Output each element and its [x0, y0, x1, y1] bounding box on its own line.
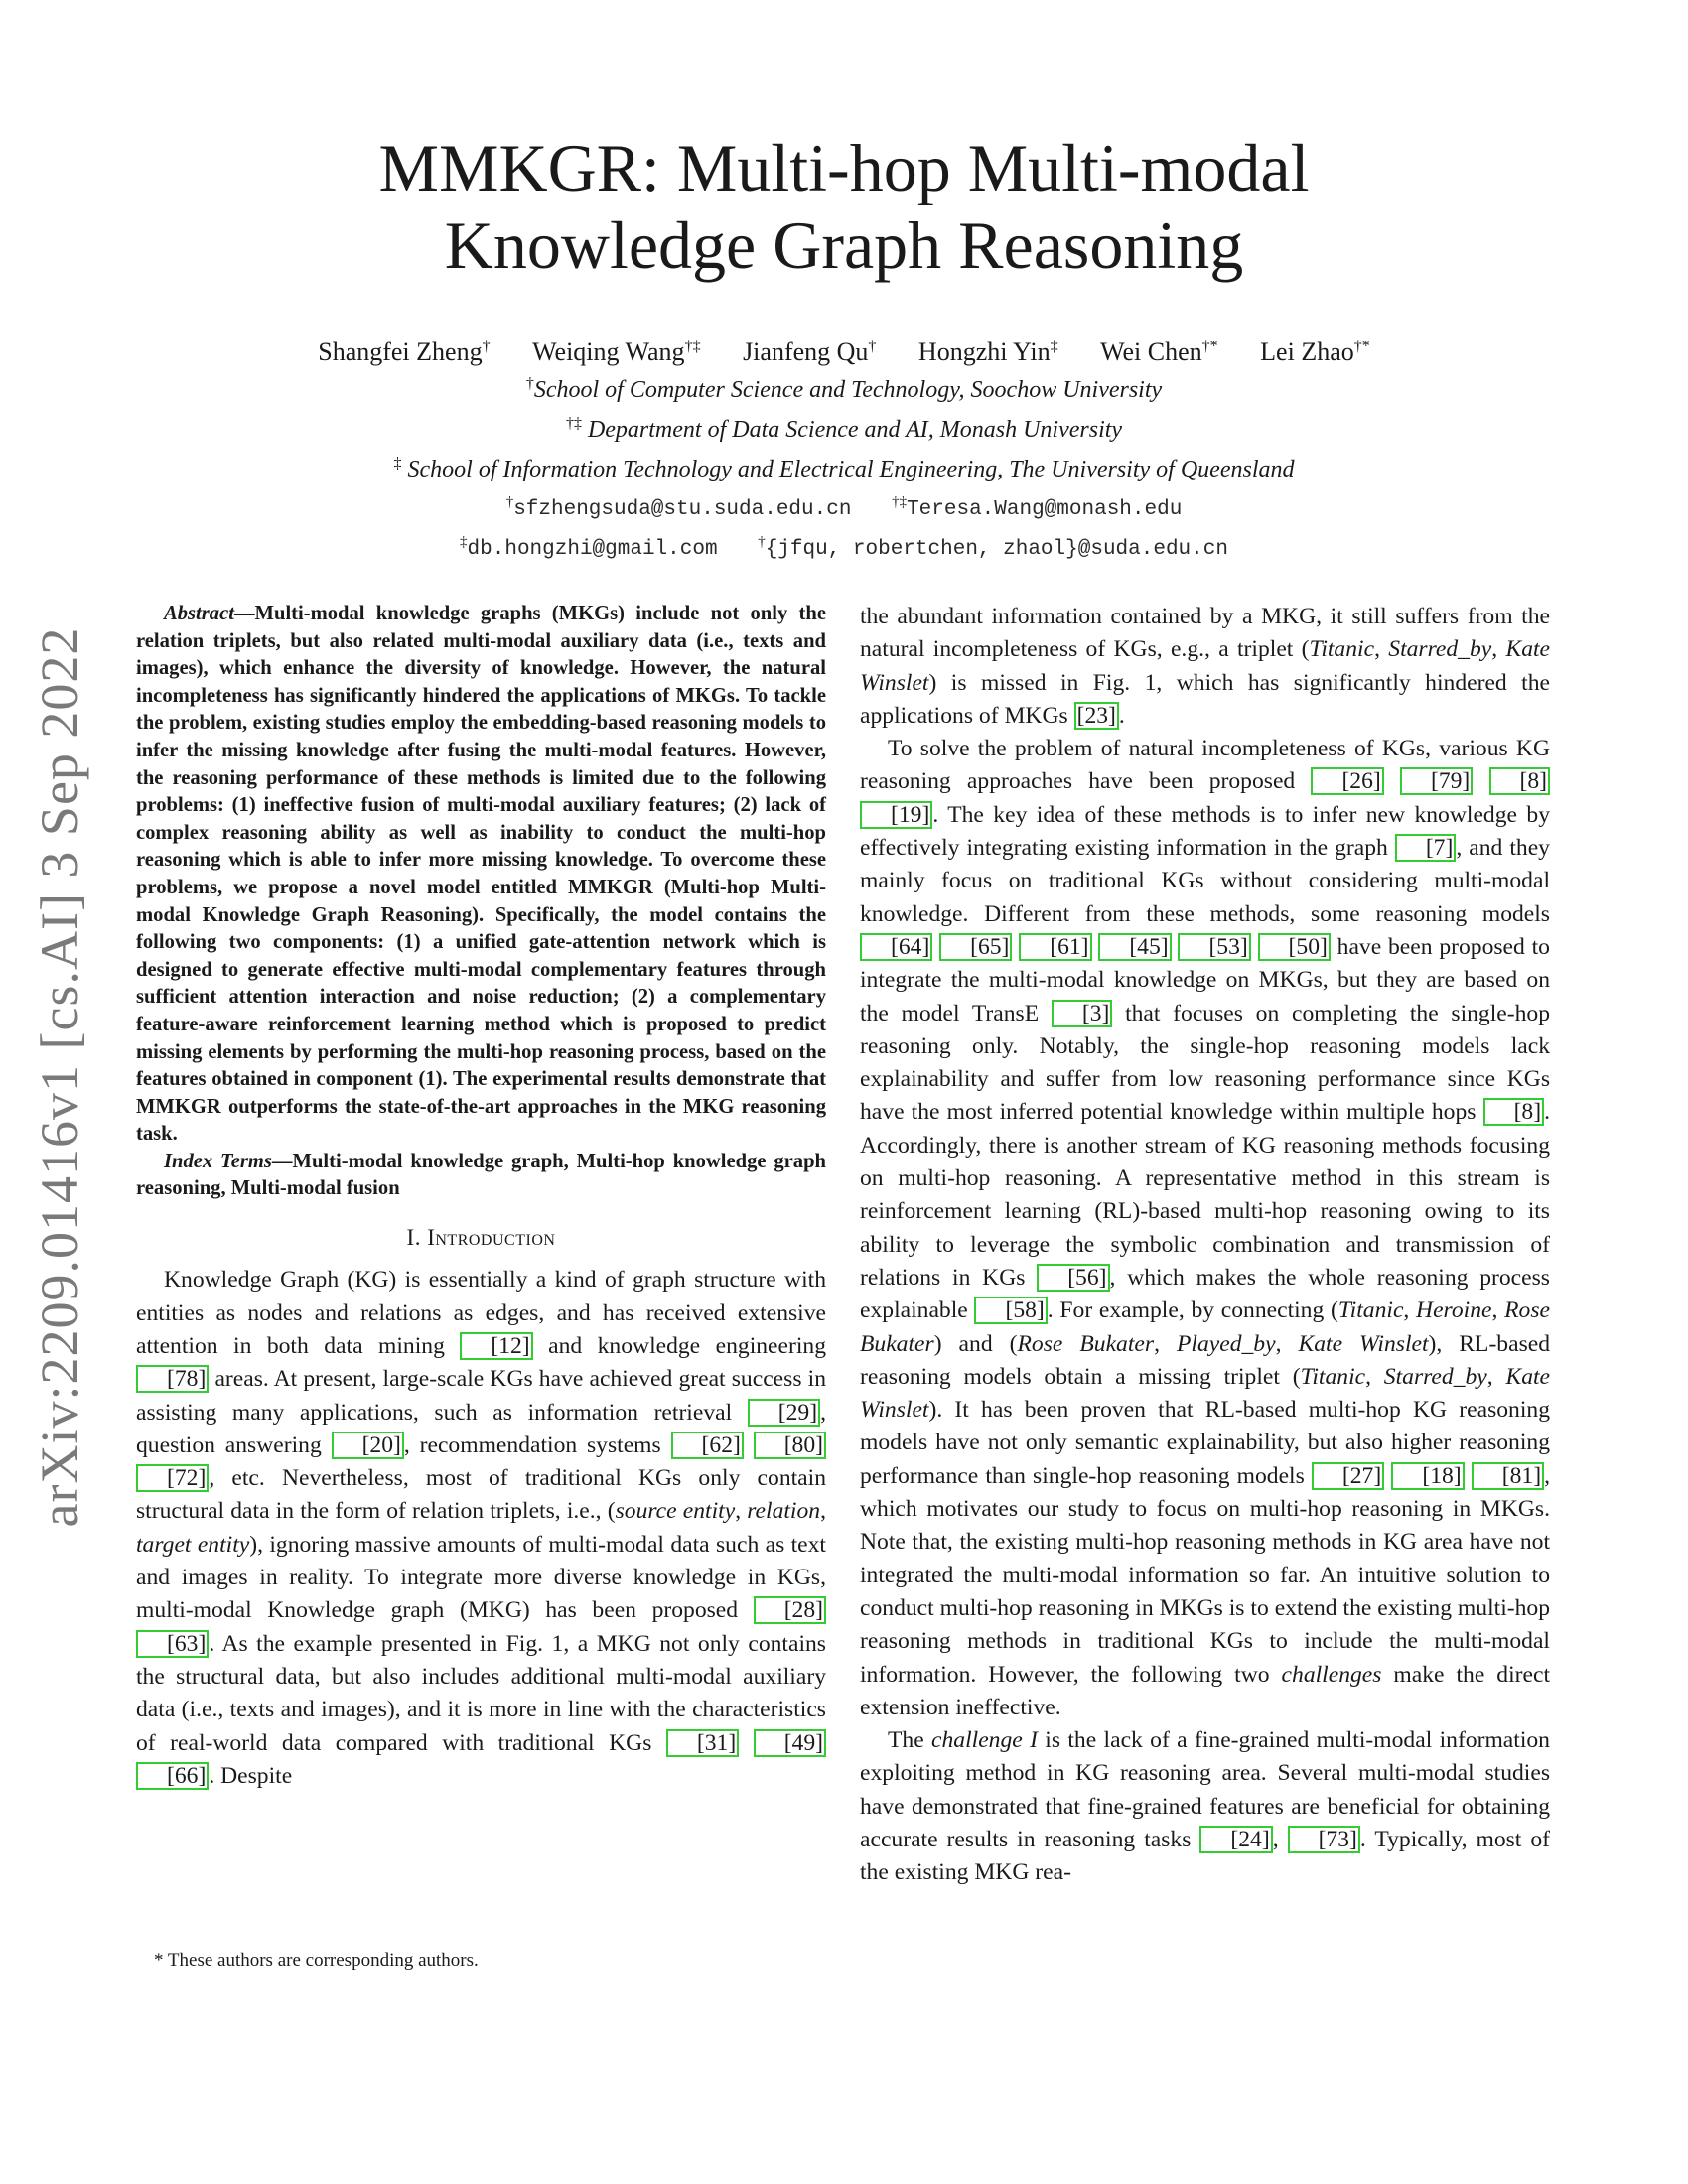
email: [758, 534, 1228, 561]
citation-link[interactable]: [78]: [136, 1365, 209, 1393]
text-run: To solve the problem of natural incompleteness of KGs, various KG reasoning approaches have been proposed: [860, 736, 1550, 795]
paper-title: [199, 129, 1489, 284]
text-run: and knowledge engineering: [532, 1332, 826, 1359]
left-column: [136, 601, 826, 1793]
text-run: Starred_by: [1388, 636, 1492, 663]
title-line-1: MMKGR: Multi-hop Multi-modal: [378, 130, 1310, 205]
text-run: , which motivates our study to focus on multi-hop reasoning in MKGs. Note that, the existing multi-hop reasoning methods in KG area have not integrated the multi-modal information so far. An intuitive solution to conduct multi-hop reasoning in MKGs is to extend the existing multi-hop reasoning methods in traditional KGs to include the multi-modal information. However, the following two: [860, 1462, 1550, 1688]
text-run: ,: [1272, 1826, 1288, 1852]
author-name: Jianfeng Qu: [743, 337, 869, 366]
author-mark: †‡: [684, 338, 701, 354]
citation-link[interactable]: [29]: [748, 1399, 820, 1427]
text-run: have been proposed to integrate the multi-modal knowledge on MKGs, but they are based on the model TransE: [860, 933, 1550, 1026]
author-name: Weiqing Wang: [532, 337, 685, 366]
text-run: Kate Winslet: [860, 1363, 1551, 1424]
text-run: , and they mainly focus on traditional KGs without considering multi-modal knowledge. Different from these methods, some reasoning models: [860, 835, 1550, 927]
email: [460, 534, 718, 561]
affiliation: [199, 407, 1489, 447]
citation-link[interactable]: [27]: [1312, 1462, 1384, 1490]
email-text: Teresa.Wang@monash.edu: [907, 498, 1183, 521]
text-run: ,: [820, 1498, 826, 1525]
text-run: Starred_by: [1383, 1363, 1487, 1390]
text-run: ,: [1365, 1363, 1384, 1390]
text-run: . Typically, most of the existing MKG rea-: [860, 1826, 1550, 1886]
text-run: ) and (: [933, 1330, 1018, 1357]
citation-link[interactable]: [79]: [1400, 767, 1473, 795]
citation-link[interactable]: [20]: [332, 1432, 404, 1459]
citation-link[interactable]: [45]: [1098, 933, 1171, 961]
affiliation-text: School of Computer Science and Technology, Soochow University: [533, 377, 1163, 403]
section-title: Introduction: [427, 1225, 556, 1251]
citation-link[interactable]: [18]: [1391, 1462, 1464, 1490]
author-mark: †*: [1353, 338, 1370, 354]
right-column: [860, 601, 1550, 1890]
email-text: {jfqu, robertchen, zhaol}@suda.edu.cn: [765, 538, 1228, 561]
citation-link[interactable]: [65]: [939, 933, 1012, 961]
arxiv-identifier-stamp: [30, 611, 89, 1544]
email-mark: †: [758, 534, 766, 550]
text-run: . Accordingly, there is another stream of KG reasoning methods focusing on multi-hop reasoning. A representative method in this stream is reinforcement learning (RL)-based multi-hop reasoning owing to its ability to leverage the symbolic combination and transmission of relations in KGs: [860, 1099, 1550, 1291]
text-run: ,: [1374, 636, 1389, 663]
author-mark: †: [868, 338, 877, 354]
citation-link[interactable]: [31]: [666, 1729, 739, 1757]
email-text: db.hongzhi@gmail.com: [467, 538, 718, 561]
arxiv-stamp-text: arXiv:2209.01416v1 [cs.AI] 3 Sep 2022: [30, 626, 89, 1528]
citation-link[interactable]: [12]: [460, 1332, 532, 1360]
citation-link[interactable]: [64]: [860, 933, 932, 961]
section-heading: [136, 1221, 826, 1254]
text-run: that focuses on completing the single-hop reasoning only. Notably, the single-hop reasoning models lack explainability and suffer from low reasoning performance since KGs have the most inferred potential knowledge within multiple hops: [860, 1000, 1550, 1126]
text-run: Kate Winslet: [1298, 1330, 1429, 1357]
text-run: . The key idea of these methods is to infer new knowledge by effectively integrating existing information in the graph: [860, 801, 1550, 862]
author-name: Wei Chen: [1100, 337, 1202, 366]
text-run: , question answering: [136, 1399, 826, 1458]
affiliations: [199, 367, 1489, 566]
affiliation-mark: ‡: [393, 455, 402, 472]
text-run: ,: [1491, 636, 1506, 663]
citation-link[interactable]: [8]: [1483, 1098, 1545, 1126]
text-run: Titanic: [1337, 1297, 1404, 1324]
text-run: The: [888, 1727, 932, 1754]
affiliation-text: School of Information Technology and Electrical Engineering, The University of Queensland: [407, 457, 1295, 482]
text-run: ,: [1275, 1330, 1299, 1357]
text-run: Titanic: [1300, 1363, 1366, 1390]
author-mark: †: [482, 338, 491, 354]
citation-link[interactable]: [72]: [136, 1464, 209, 1492]
email-mark: ‡: [460, 534, 468, 550]
author-mark: †*: [1201, 338, 1218, 354]
footnote: * These authors are corresponding authors.: [154, 1950, 479, 1971]
email-line: [199, 486, 1489, 526]
text-run: . As the example presented in Fig. 1, a MKG not only contains the structural data, but also includes additional multi-modal auxiliary data (i.e., texts and images), and it is more in line with the characteristics of real-world data compared with traditional KGs: [136, 1630, 826, 1756]
author-name: Hongzhi Yin: [917, 337, 1051, 366]
text-run: ,: [1154, 1330, 1177, 1357]
affiliation-mark: †‡: [565, 415, 582, 432]
citation-link[interactable]: [62]: [671, 1432, 744, 1459]
text-run: ) is missed in Fig. 1, which has significantly hindered the applications of MKGs: [860, 669, 1550, 729]
citation-link[interactable]: [8]: [1489, 767, 1551, 795]
citation-link[interactable]: [66]: [136, 1762, 209, 1790]
text-run: source entity: [615, 1498, 736, 1525]
text-run: Kate Winslet: [860, 636, 1551, 696]
citation-link[interactable]: [24]: [1199, 1826, 1272, 1853]
text-run: relation: [747, 1498, 821, 1525]
email-mark: †: [505, 494, 514, 510]
citation-link[interactable]: [80]: [754, 1432, 826, 1459]
author: [318, 338, 490, 366]
citation-link[interactable]: [23]: [1074, 702, 1119, 730]
text-run: Played_by: [1176, 1330, 1276, 1357]
author-name: Shangfei Zheng: [318, 337, 483, 366]
intro-paragraph: [136, 1264, 826, 1793]
email: [505, 494, 852, 521]
text-run: ,: [735, 1498, 748, 1525]
author: [918, 338, 1058, 366]
index-terms-label: Index Terms: [164, 1150, 272, 1172]
citation-link[interactable]: [53]: [1178, 933, 1250, 961]
citation-link[interactable]: [58]: [974, 1297, 1047, 1324]
text-run: ), ignoring massive amounts of multi-modal data such as text and images in reality. To integrate more diverse knowledge in KGs, multi-modal Knowledge graph (MKG) has been proposed: [136, 1531, 826, 1624]
citation-link[interactable]: [19]: [860, 801, 932, 829]
affiliation-mark: †: [525, 375, 534, 392]
text-run: is the lack of a fine-grained multi-modal information exploiting method in KG reasoning area. Several multi-modal studies have demonstrated that fine-grained features are beneficial for obtaining accurate results in reasoning tasks: [860, 1727, 1550, 1852]
text-run: challenge I: [931, 1727, 1038, 1754]
text-run: , which makes the whole reasoning process explainable: [860, 1264, 1550, 1324]
text-run: , etc. Nevertheless, most of traditional KGs only contain structural data in the form of relation triplets, i.e., (: [136, 1465, 826, 1525]
email: [892, 494, 1183, 521]
abstract: [136, 601, 826, 1149]
author: [532, 338, 700, 366]
text-run: challenges: [1281, 1661, 1382, 1688]
index-terms: [136, 1149, 826, 1203]
author: [1100, 338, 1218, 366]
author-name: Lei Zhao: [1260, 337, 1354, 366]
text-run: make the direct extension ineffective.: [860, 1661, 1550, 1720]
author: [743, 338, 876, 366]
intro-paragraph: [860, 733, 1550, 1724]
citation-link[interactable]: [7]: [1395, 834, 1457, 862]
intro-paragraph: [860, 1724, 1550, 1889]
text-run: Heroine: [1416, 1297, 1492, 1324]
author-list: [179, 330, 1509, 369]
citation-link[interactable]: [50]: [1258, 933, 1331, 961]
text-run: ,: [1491, 1297, 1505, 1324]
author: [1260, 338, 1370, 366]
author-mark: ‡: [1050, 338, 1058, 354]
affiliation: [199, 447, 1489, 486]
text-run: ,: [1403, 1297, 1417, 1324]
text-run: . For example, by connecting (: [1047, 1297, 1338, 1324]
text-run: ). It has been proven that RL-based multi-hop KG reasoning models have not only semantic explainability, but also higher reasoning performance than single-hop reasoning models: [860, 1397, 1550, 1489]
citation-link[interactable]: [28]: [754, 1596, 826, 1624]
citation-link[interactable]: [3]: [1052, 1000, 1113, 1027]
text-run: ), RL-based reasoning models obtain a missing triplet (: [860, 1330, 1551, 1390]
section-number: I.: [406, 1225, 421, 1251]
text-run: Titanic: [1309, 636, 1375, 663]
affiliation: [199, 367, 1489, 407]
text-run: Rose Bukater: [1017, 1330, 1155, 1357]
text-run: Knowledge Graph (KG) is essentially a kind of graph structure with entities as nodes and relations as edges, and has received extensive attention in both data mining: [136, 1267, 826, 1359]
title-line-2: Knowledge Graph Reasoning: [444, 207, 1244, 283]
citation-link[interactable]: [56]: [1037, 1264, 1109, 1292]
text-run: target entity: [136, 1531, 250, 1558]
text-run: .: [1118, 702, 1125, 729]
abstract-text: —Multi-modal knowledge graphs (MKGs) include not only the relation triplets, but also related multi-modal auxiliary data (i.e., texts and images), which enhance the diversity of knowledge. However, the natural incompleteness has significantly hindered the applications of MKGs. To tackle the problem, existing studies employ the embedding-based reasoning models to infer the missing knowledge after fusing the multi-modal features. However, the reasoning performance of these methods is limited due to the following problems: (1) ineffective fusion of multi-modal auxiliary features; (2) lack of complex reasoning ability as well as inability to conduct the multi-hop reasoning which is able to infer more missing knowledge. To overcome these problems, we propose a novel model entitled MMKGR (Multi-hop Multi-modal Knowledge Graph Reasoning). Specifically, the model contains the following two components: (1) a unified gate-attention network which is designed to generate effective multi-modal complementary features through sufficient attention interaction and noise reduction; (2) a complementary feature-aware reinforcement learning method which is proposed to predict missing elements by performing the multi-hop reasoning process, based on the features obtained in component (1). The experimental results demonstrate that MMKGR outperforms the state-of-the-art approaches in the MKG reasoning task.: [136, 603, 826, 1146]
affiliation-text: Department of Data Science and AI, Monash University: [587, 417, 1123, 443]
text-run: . Despite: [209, 1762, 293, 1789]
text-run: ,: [1486, 1363, 1506, 1390]
citation-link[interactable]: [73]: [1288, 1826, 1360, 1853]
email-mark: †‡: [892, 494, 908, 510]
email-line: [199, 526, 1489, 566]
citation-link[interactable]: [61]: [1019, 933, 1091, 961]
text-run: areas. At present, large-scale KGs have achieved great success in assisting many applications, such as information retrieval: [136, 1366, 826, 1426]
index-terms-text: —Multi-modal knowledge graph, Multi-hop knowledge graph reasoning, Multi-modal fusion: [136, 1150, 826, 1200]
citation-link[interactable]: [49]: [754, 1729, 826, 1757]
citation-link[interactable]: [26]: [1311, 767, 1383, 795]
text-run: , recommendation systems: [403, 1432, 671, 1458]
text-run: the abundant information contained by a MKG, it still suffers from the natural incompleteness of KGs, e.g., a triplet (: [860, 604, 1550, 663]
email-text: sfzhengsuda@stu.suda.edu.cn: [513, 498, 852, 521]
intro-paragraph: [860, 601, 1550, 733]
citation-link[interactable]: [81]: [1472, 1462, 1544, 1490]
abstract-label: Abstract: [164, 603, 234, 624]
citation-link[interactable]: [63]: [136, 1630, 209, 1658]
text-run: Rose Bukater: [860, 1297, 1550, 1357]
